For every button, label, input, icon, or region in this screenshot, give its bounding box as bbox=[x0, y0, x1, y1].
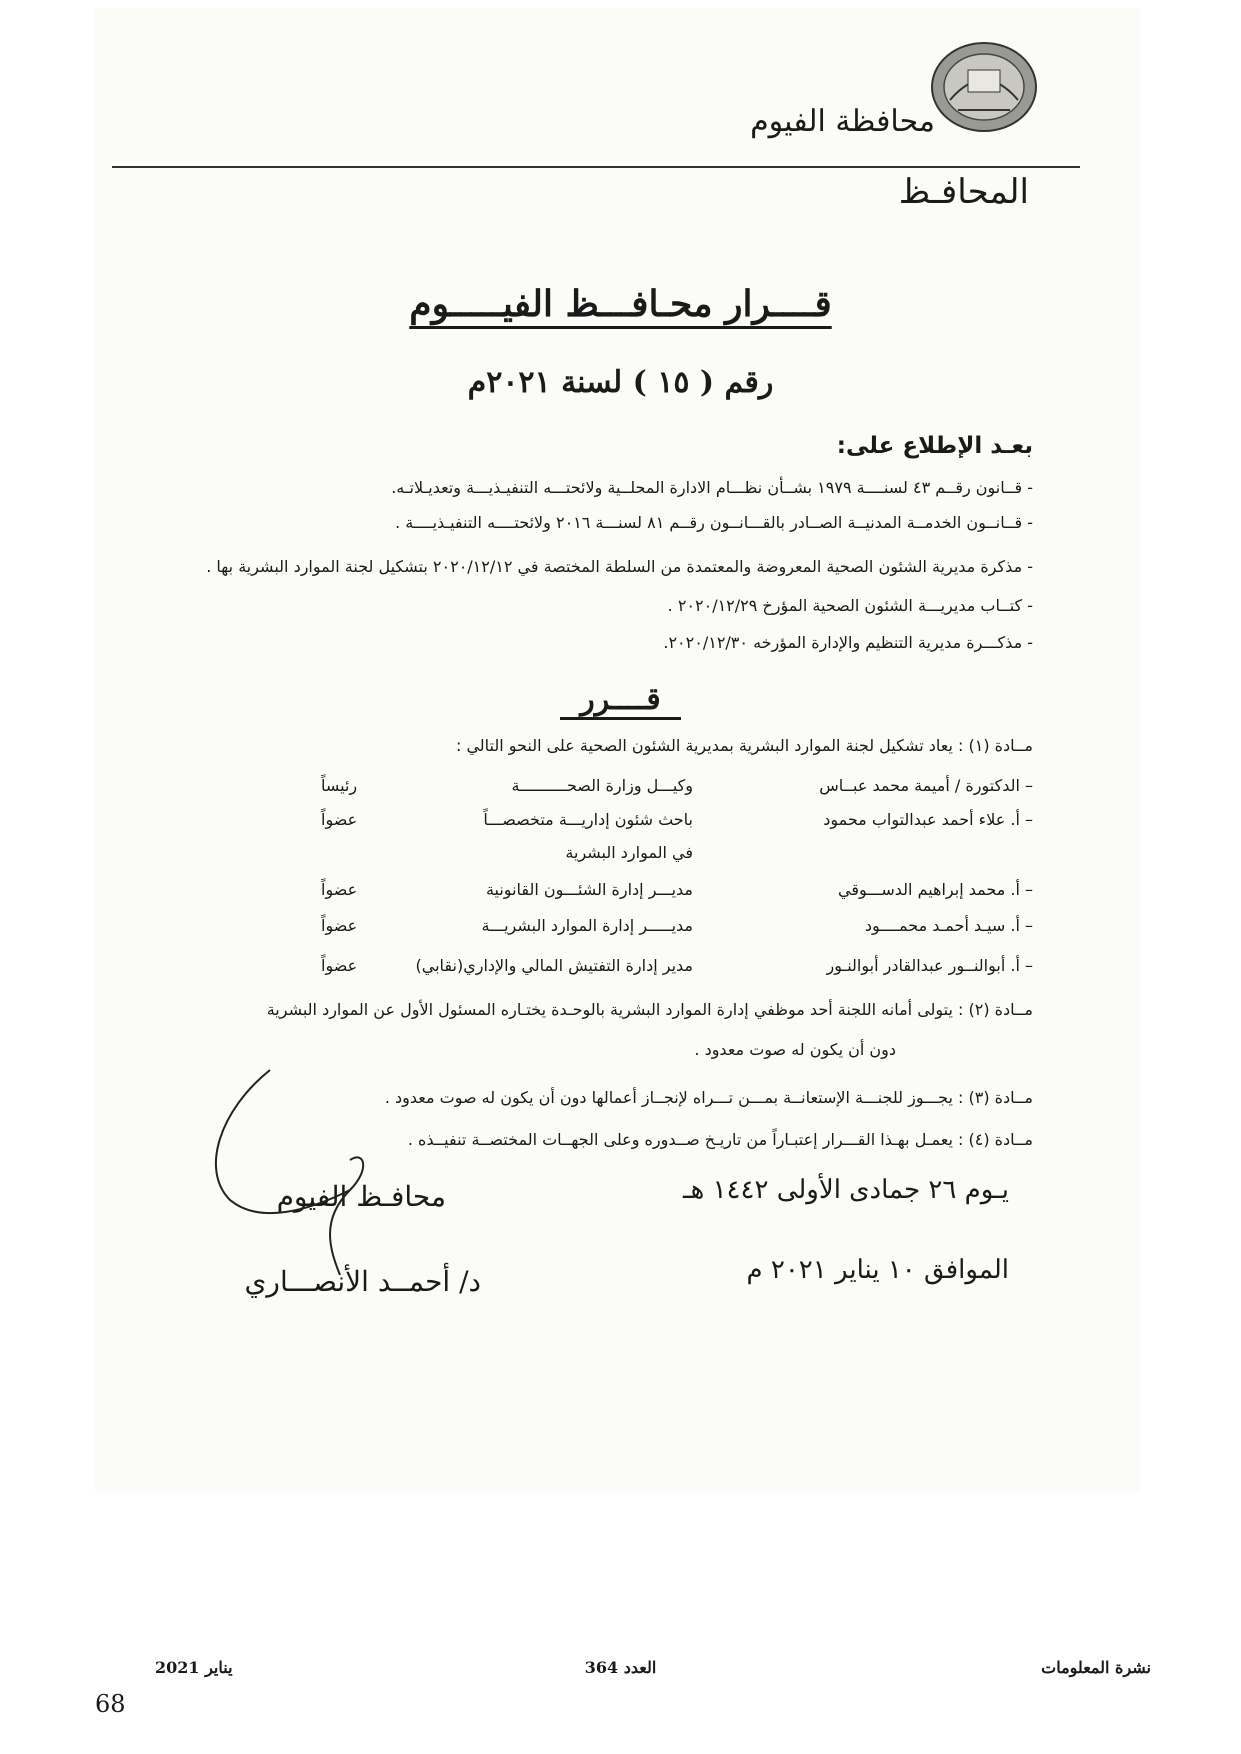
article-3: مــادة (٣) : يجـــوز للجنـــة الإستعانــة بمـــن تـــراه لإنجــاز أعمالها دون أن يكون له صوت معدود . bbox=[384, 1088, 1033, 1107]
committee-member-row bbox=[321, 956, 1033, 984]
preamble-item: - مذكـــرة مديرية التنظيم والإدارة المؤرخه ٢٠٢٠/١٢/٣٠. bbox=[663, 633, 1033, 652]
decree-title: قــــرار محـافـــظ الفيـــــوم bbox=[409, 283, 832, 325]
committee-member-row bbox=[321, 880, 1033, 908]
committee-member-row bbox=[321, 776, 1033, 804]
member-role: عضواً bbox=[321, 880, 358, 899]
preamble-item: - قــانــون الخدمــة المدنيــة الصــادر بالقـــانــون رقــم ٨١ لسنـــة ٢٠١٦ ولائحتــــه التنفيـذيــــة . bbox=[395, 513, 1033, 532]
preamble-item: - مذكرة مديرية الشئون الصحية المعروضة والمعتمدة من السلطة المختصة في ٢٠٢٠/١٢/١٢ بتشكيل لجنة الموارد البشرية بها . bbox=[206, 557, 1033, 576]
governorate-name: محافظة الفيوم bbox=[750, 104, 935, 139]
article-2-line-2: دون أن يكون له صوت معدود . bbox=[694, 1040, 896, 1059]
member-name: – أ. سيـد أحمـد محمــــود bbox=[864, 916, 1033, 935]
preamble-item: - كتــاب مديريـــة الشئون الصحية المؤرخ ٢٠٢٠/١٢/٢٩ . bbox=[667, 596, 1033, 615]
handwritten-signature-icon bbox=[200, 1050, 480, 1280]
decided-text: قــــرر bbox=[560, 682, 681, 720]
member-name: – أ. علاء أحمد عبدالتواب محمود bbox=[823, 810, 1033, 829]
date-hijri: يـوم ٢٦ جمادى الأولى ١٤٤٢ هـ bbox=[683, 1175, 1009, 1205]
governor-title: محافـظ الفيوم bbox=[276, 1180, 446, 1213]
preamble-heading: بعـد الإطلاع على: bbox=[836, 433, 1033, 459]
footer-publication: نشرة المعلومات bbox=[1041, 1658, 1151, 1677]
member-role: رئيساً bbox=[321, 776, 358, 795]
article-2-line-1: مــادة (٢) : يتولى أمانه اللجنة أحد موظفي إدارة الموارد البشرية بالوحـدة يختـاره المسئول الأول عن الموارد البشرية bbox=[266, 1000, 1033, 1019]
member-title: مديـــر إدارة الشئـــون القانونية bbox=[485, 880, 693, 899]
governorate-seal-icon bbox=[928, 40, 1040, 135]
committee-member-row bbox=[321, 916, 1033, 944]
member-name: – أ. محمد إبراهيم الدســـوقي bbox=[838, 880, 1033, 899]
member-title: مديـــــر إدارة الموارد البشريـــة bbox=[481, 916, 693, 935]
page-number: 68 bbox=[95, 1690, 126, 1718]
member-title: باحث شئون إداريـــة متخصصـــاً bbox=[483, 810, 693, 829]
member-role: عضواً bbox=[321, 956, 358, 975]
governor-name: د/ أحمــد الأنصـــاري bbox=[244, 1265, 481, 1298]
member-name: – الدكتورة / أميمة محمد عبــاس bbox=[819, 776, 1033, 795]
date-gregorian: الموافق ١٠ يناير ٢٠٢١ م bbox=[746, 1255, 1009, 1285]
committee-member-row bbox=[321, 810, 1033, 838]
header-divider bbox=[112, 166, 1080, 168]
footer-date: يناير 2021 bbox=[155, 1658, 233, 1677]
member-name: – أ. أبوالنــور عبدالقادر أبوالنـور bbox=[826, 956, 1033, 975]
decree-number: رقم ( ١٥ ) لسنة ٢٠٢١م bbox=[467, 365, 774, 400]
member-role: عضواً bbox=[321, 810, 358, 829]
footer-issue: العدد 364 bbox=[584, 1658, 657, 1677]
member-title: مدير إدارة التفتيش المالي والإداري(نقابي) bbox=[415, 956, 693, 975]
office-label: المحافـظ bbox=[898, 172, 1029, 212]
member-title: وكيـــل وزارة الصحــــــــــة bbox=[511, 776, 693, 795]
article-1: مــادة (١) : يعاد تشكيل لجنة الموارد البشرية بمديرية الشئون الصحية على النحو التالي : bbox=[455, 736, 1033, 755]
decided-heading bbox=[0, 682, 1241, 717]
article-4: مــادة (٤) : يعمـل بهـذا القـــرار إعتبـاراً من تاريـخ صــدوره وعلى الجهــات المختصــة تنفيــذه . bbox=[407, 1130, 1033, 1149]
member-title-continued: في الموارد البشرية bbox=[565, 843, 693, 862]
member-role: عضواً bbox=[321, 916, 358, 935]
preamble-item: - قــانون رقــم ٤٣ لسنــــة ١٩٧٩ بشــأن نظـــام الادارة المحلــية ولائحتـــه التنفيـذيـــة وتعديـلاتـه. bbox=[391, 478, 1033, 497]
